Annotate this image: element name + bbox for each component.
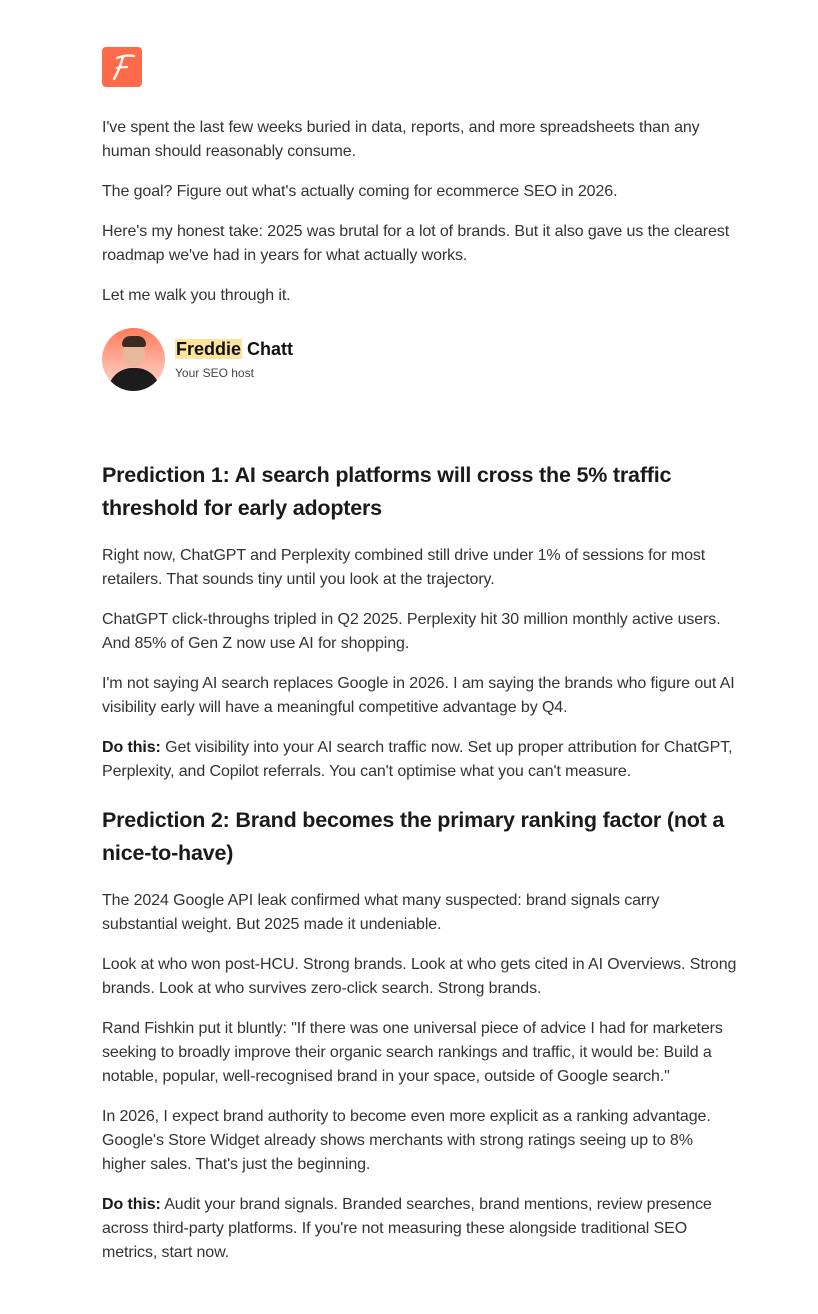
avatar xyxy=(102,328,165,391)
intro-paragraph: Here's my honest take: 2025 was brutal for a lot of brands. But it also gave us the clearest roadmap we've had in years for what actually works. xyxy=(102,223,730,264)
intro-paragraph: Let me walk you through it. xyxy=(102,287,291,304)
author-role: Your SEO host xyxy=(175,366,254,380)
action-label: Do this: xyxy=(102,739,161,756)
avatar-body-shape xyxy=(108,368,160,391)
intro-section xyxy=(102,116,738,308)
script-f-logo-icon xyxy=(108,52,136,82)
action-text: Audit your brand signals. Branded searches, brand mentions, review presence across third-party platforms. If you're not measuring these alongside traditional SEO metrics, start now. xyxy=(102,1196,712,1261)
action-label: Do this: xyxy=(102,1196,161,1213)
avatar-hair-shape xyxy=(122,336,146,347)
prediction-2-section xyxy=(102,804,738,1265)
quote-paragraph: Rand Fishkin put it bluntly: "If there was one universal piece of advice I had for marketers seeking to broadly improve their organic search rankings and traffic, it would be: Build a notable, popular, well-recognised brand in your space, outside of Google search." xyxy=(102,1020,723,1085)
body-paragraph: Look at who won post-HCU. Strong brands. Look at who gets cited in AI Overviews. Strong brands. Look at who survives zero-click search. Strong brands. xyxy=(102,956,737,997)
prediction-1-section xyxy=(102,459,738,784)
newsletter-page xyxy=(102,0,738,1265)
author-card xyxy=(102,328,738,391)
prediction-2-heading: Prediction 2: Brand becomes the primary ranking factor (not a nice-to-have) xyxy=(102,808,725,865)
body-paragraph: Right now, ChatGPT and Perplexity combined still drive under 1% of sessions for most retailers. That sounds tiny until you look at the trajectory. xyxy=(102,547,706,588)
intro-paragraph: I've spent the last few weeks buried in data, reports, and more spreadsheets than any human should reasonably consume. xyxy=(102,119,700,160)
body-paragraph: I'm not saying AI search replaces Google in 2026. I am saying the brands who figure out AI visibility early will have a meaningful competitive advantage by Q4. xyxy=(102,675,735,716)
body-paragraph: In 2026, I expect brand authority to become even more explicit as a ranking advantage. Google's Store Widget already shows merchants with strong ratings seeing up to 8% higher sales. That's just the beginning. xyxy=(102,1108,711,1173)
author-info xyxy=(175,338,293,381)
prediction-1-heading: Prediction 1: AI search platforms will cross the 5% traffic threshold for early adopters xyxy=(102,463,672,520)
action-text: Get visibility into your AI search traffic now. Set up proper attribution for ChatGPT, Perplexity, and Copilot referrals. You can't optimise what you can't measure. xyxy=(102,739,733,780)
author-last-name: Chatt xyxy=(242,339,294,359)
author-first-name-highlight: Freddie xyxy=(176,339,242,359)
body-paragraph: The 2024 Google API leak confirmed what many suspected: brand signals carry substantial weight. But 2025 made it undeniable. xyxy=(102,892,660,933)
action-paragraph xyxy=(102,1193,738,1265)
brand-logo[interactable] xyxy=(102,47,142,87)
body-paragraph: ChatGPT click-throughs tripled in Q2 2025. Perplexity hit 30 million monthly active users. And 85% of Gen Z now use AI for shopping. xyxy=(102,611,721,652)
action-paragraph xyxy=(102,736,738,784)
author-name xyxy=(175,338,293,360)
intro-paragraph: The goal? Figure out what's actually coming for ecommerce SEO in 2026. xyxy=(102,183,618,200)
